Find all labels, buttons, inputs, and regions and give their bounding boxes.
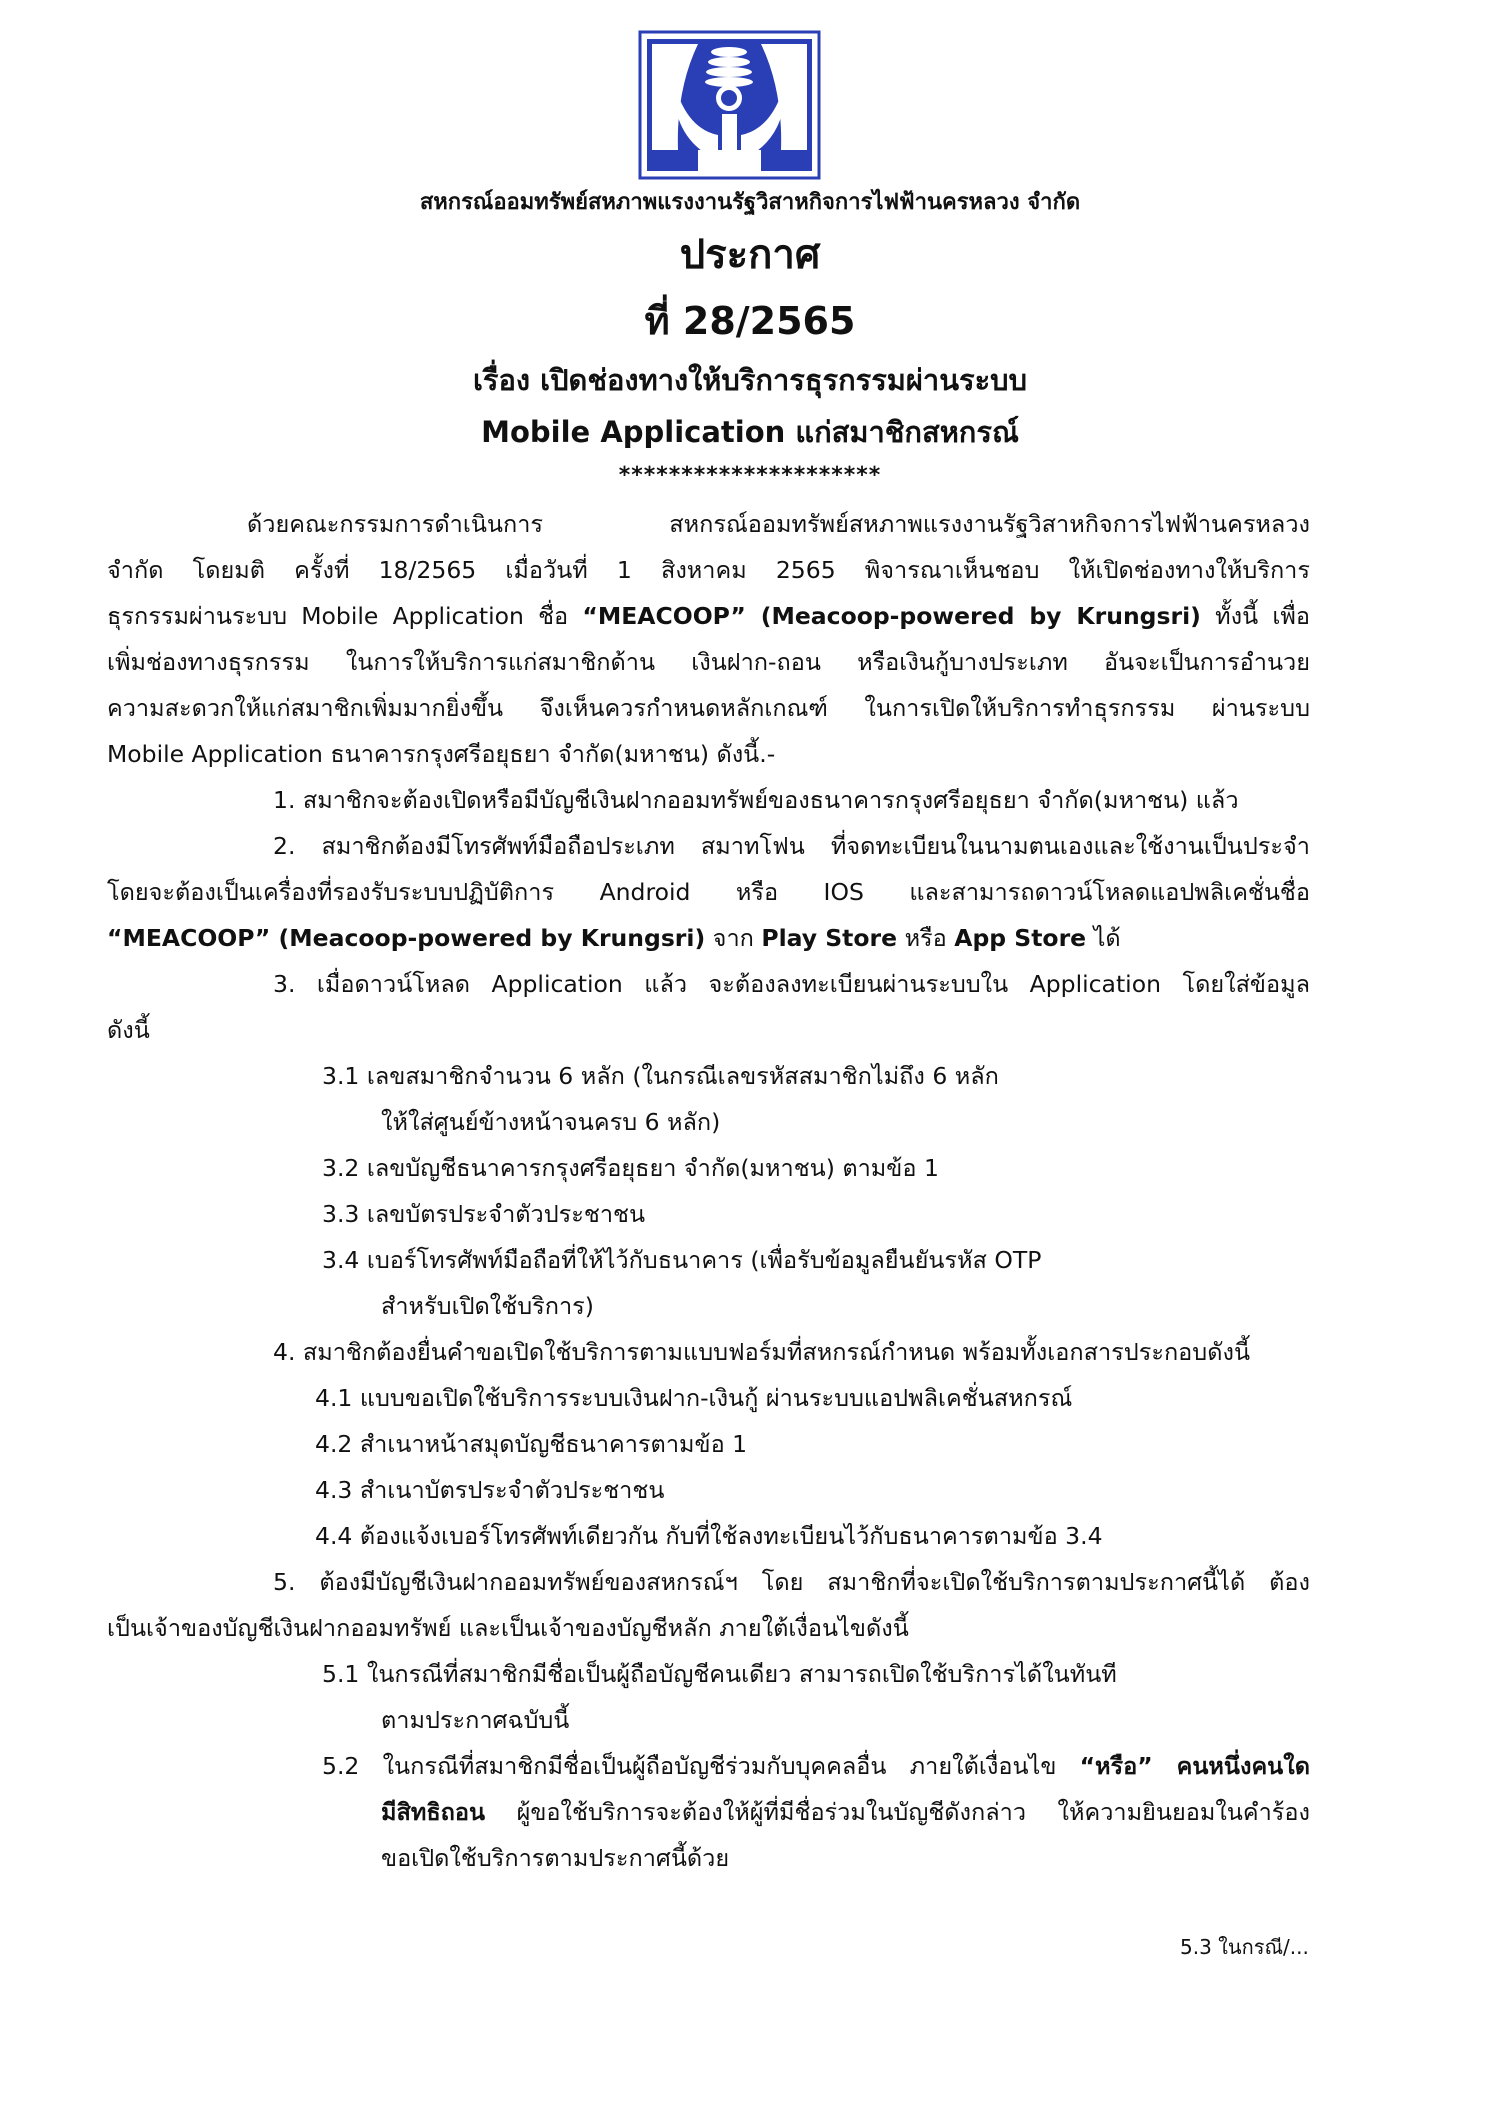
document-title: ประกาศ: [679, 232, 821, 278]
emphasis-text: มีสิทธิถอน: [381, 1798, 486, 1826]
item-3-1: 3.1 เลขสมาชิกจำนวน 6 หลัก (ในกรณีเลขรหัสสมาชิกไม่ถึง 6 หลัก: [322, 1062, 999, 1090]
app-name: “MEACOOP” (Meacoop-powered by Krungsri): [582, 602, 1201, 630]
text-fragment: 5.2 ในกรณีที่สมาชิกมีชื่อเป็นผู้ถือบัญชีร่วมกับบุคคลอื่น ภายใต้เงื่อนไข: [322, 1752, 1080, 1780]
app-store-label: App Store: [954, 924, 1087, 952]
item-4-2: 4.2 สำเนาหน้าสมุดบัญชีธนาคารตามข้อ 1: [315, 1430, 748, 1458]
app-name: “MEACOOP” (Meacoop-powered by Krungsri): [107, 924, 706, 952]
item-4-3: 4.3 สำเนาบัตรประจำตัวประชาชน: [315, 1476, 665, 1504]
item-5-1: 5.1 ในกรณีที่สมาชิกมีชื่อเป็นผู้ถือบัญชีคนเดียว สามารถเปิดใช้บริการได้ในทันที: [322, 1660, 1117, 1688]
play-store-label: Play Store: [761, 924, 898, 952]
item-5-2: [322, 1749, 1310, 1783]
intro-line-2: จำกัด โดยมติ ครั้งที่ 18/2565 เมื่อวันที่ 1 สิงหาคม 2565 พิจารณาเห็นชอบ ให้เปิดช่องทางให้บริการ: [107, 556, 1310, 584]
item-5-1-cont: ตามประกาศฉบับนี้: [381, 1706, 570, 1734]
intro-line-1: ด้วยคณะกรรมการดำเนินการ สหกรณ์ออมทรัพย์สหภาพแรงงานรัฐวิสาหกิจการไฟฟ้านครหลวง: [247, 510, 1310, 538]
intro-line-5: ความสะดวกให้แก่สมาชิกเพิ่มมากยิ่งขึ้น จึงเห็นควรกำหนดหลักเกณฑ์ ในการเปิดให้บริการทำธุรกรรม ผ่านระบบ: [107, 694, 1310, 722]
cooperative-logo-icon: [638, 30, 821, 180]
item-2-line-3: [107, 921, 1121, 955]
text-fragment: ผู้ขอใช้บริการจะต้องให้ผู้ที่มีชื่อร่วมในบัญชีดังกล่าว ให้ความยินยอมในคำร้อง: [485, 1798, 1310, 1826]
item-3-4-cont: สำหรับเปิดใช้บริการ): [381, 1292, 594, 1320]
item-3-3: 3.3 เลขบัตรประจำตัวประชาชน: [322, 1200, 646, 1228]
intro-text: ทั้งนี้ เพื่อ: [1200, 602, 1310, 630]
item-5-2-cont-2: ขอเปิดใช้บริการตามประกาศนี้ด้วย: [381, 1844, 730, 1872]
item-2-line-1: 2. สมาชิกต้องมีโทรศัพท์มือถือประเภท สมาทโฟน ที่จดทะเบียนในนามตนเองและใช้งานเป็นประจำ: [273, 832, 1310, 860]
item-2-line-2: โดยจะต้องเป็นเครื่องที่รองรับระบบปฏิบัติการ Android หรือ IOS และสามารถดาวน์โหลดแอปพลิเคชั่นชื่อ: [107, 878, 1310, 906]
item-5-line-2: เป็นเจ้าของบัญชีเงินฝากออมทรัพย์ และเป็นเจ้าของบัญชีหลัก ภายใต้เงื่อนไขดังนี้: [107, 1614, 909, 1642]
text-fragment: ได้: [1086, 924, 1121, 952]
item-1: 1. สมาชิกจะต้องเปิดหรือมีบัญชีเงินฝากออมทรัพย์ของธนาคารกรุงศรีอยุธยา จำกัด(มหาชน) แล้ว: [273, 786, 1239, 814]
separator: *********************: [618, 463, 882, 488]
intro-text: ธุรกรรมผ่านระบบ Mobile Application ชื่อ: [107, 602, 583, 630]
intro-line-4: เพิ่มช่องทางธุรกรรม ในการให้บริการแก่สมาชิกด้าน เงินฝาก-ถอน หรือเงินกู้บางประเภท อันจะเป็นการอำนวย: [107, 648, 1310, 676]
subject-line-2: Mobile Application แก่สมาชิกสหกรณ์: [481, 415, 1019, 449]
organization-name: สหกรณ์ออมทรัพย์สหภาพแรงงานรัฐวิสาหกิจการไฟฟ้านครหลวง จำกัด: [419, 190, 1081, 215]
announcement-number: ที่ 28/2565: [644, 299, 856, 343]
text-fragment: หรือ: [897, 924, 955, 952]
subject-line-1: เรื่อง เปิดช่องทางให้บริการธุรกรรมผ่านระบบ: [473, 363, 1027, 397]
item-5-line-1: 5. ต้องมีบัญชีเงินฝากออมทรัพย์ของสหกรณ์ฯ โดย สมาชิกที่จะเปิดใช้บริการตามประกาศนี้ได้ ต้อง: [273, 1568, 1310, 1596]
item-4: 4. สมาชิกต้องยื่นคำขอเปิดใช้บริการตามแบบฟอร์มที่สหกรณ์กำหนด พร้อมทั้งเอกสารประกอบดังนี้: [273, 1338, 1251, 1366]
item-4-4: 4.4 ต้องแจ้งเบอร์โทรศัพท์เดียวกัน กับที่ใช้ลงทะเบียนไว้กับธนาคารตามข้อ 3.4: [315, 1522, 1103, 1550]
item-3-line-2: ดังนี้: [107, 1016, 150, 1044]
intro-line-6: Mobile Application ธนาคารกรุงศรีอยุธยา จำกัด(มหาชน) ดังนี้.-: [107, 740, 776, 768]
intro-line-3: [107, 599, 1310, 633]
continuation-note: 5.3 ในกรณี/...: [1180, 1935, 1309, 1959]
item-3-4: 3.4 เบอร์โทรศัพท์มือถือที่ให้ไว้กับธนาคาร (เพื่อรับข้อมูลยืนยันรหัส OTP: [322, 1246, 1042, 1274]
emphasis-text: “หรือ” คนหนึ่งคนใด: [1079, 1752, 1310, 1780]
item-4-1: 4.1 แบบขอเปิดใช้บริการระบบเงินฝาก-เงินกู้ ผ่านระบบแอปพลิเคชั่นสหกรณ์: [315, 1384, 1073, 1412]
item-3-line-1: 3. เมื่อดาวน์โหลด Application แล้ว จะต้องลงทะเบียนผ่านระบบใน Application โดยใส่ข้อมูล: [273, 970, 1310, 998]
item-3-1-cont: ให้ใส่ศูนย์ข้างหน้าจนครบ 6 หลัก): [381, 1108, 721, 1136]
text-fragment: จาก: [705, 924, 762, 952]
item-5-2-cont: [381, 1795, 1310, 1829]
item-3-2: 3.2 เลขบัญชีธนาคารกรุงศรีอยุธยา จำกัด(มหาชน) ตามข้อ 1: [322, 1154, 939, 1182]
